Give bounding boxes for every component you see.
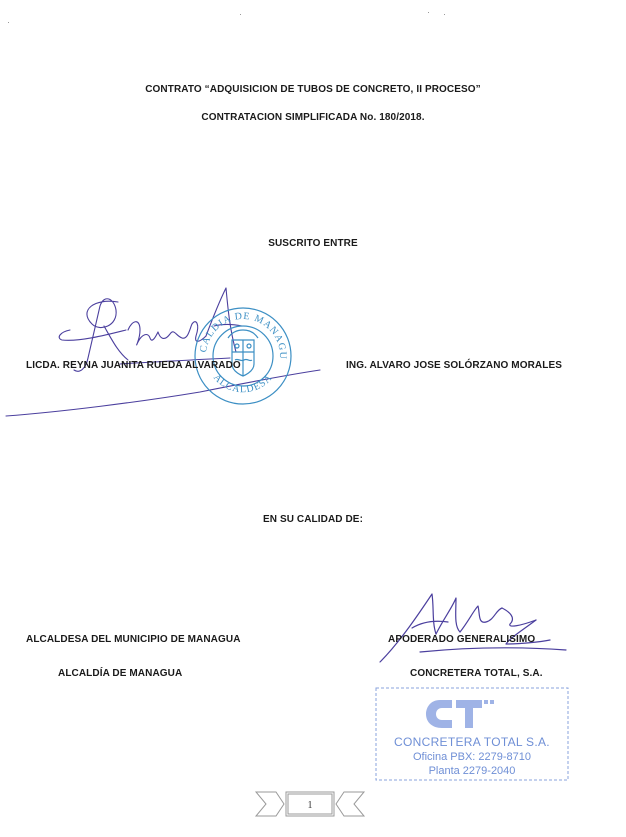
concretera-stamp (374, 686, 570, 782)
suscrito-entre-label: SUSCRITO ENTRE (268, 238, 358, 249)
stamp-office: Oficina PBX: 2279-8710 (412, 751, 532, 763)
alcaldia-seal-stamp (183, 290, 298, 408)
scan-speck (8, 22, 9, 23)
right-entity: CONCRETERA TOTAL, S.A. (410, 668, 543, 679)
signature-right (360, 582, 580, 672)
stamp-company: CONCRETERA TOTAL S.A. (394, 735, 550, 749)
page-number-ornament (254, 786, 366, 826)
scan-speck (444, 14, 445, 15)
contract-subtitle: CONTRATACION SIMPLIFICADA No. 180/2018. (201, 112, 425, 123)
stamp-plant: Planta 2279-2040 (428, 765, 516, 777)
party-left-name: LICDA. REYNA JUANITA RUEDA ALVARADO (26, 360, 241, 371)
left-role: ALCALDESA DEL MUNICIPIO DE MANAGUA (26, 634, 241, 645)
scan-speck (428, 12, 429, 13)
calidad-label: EN SU CALIDAD DE: (262, 514, 364, 525)
concretera-logo-icon (426, 700, 494, 728)
left-entity: ALCALDÍA DE MANAGUA (58, 668, 183, 679)
seal-top-text: ALCALDIA DE MANAGUA (183, 290, 289, 360)
page-number: 1 (307, 800, 313, 811)
seal-bottom-text: ALCALDESA (211, 372, 275, 396)
contract-title: CONTRATO “ADQUISICION DE TUBOS DE CONCRETO, II PROCESO” (145, 84, 481, 95)
right-role: APODERADO GENERALISIMO (388, 634, 536, 645)
party-right-name: ING. ALVARO JOSE SOLÓRZANO MORALES (346, 360, 563, 371)
scan-speck (240, 14, 241, 15)
